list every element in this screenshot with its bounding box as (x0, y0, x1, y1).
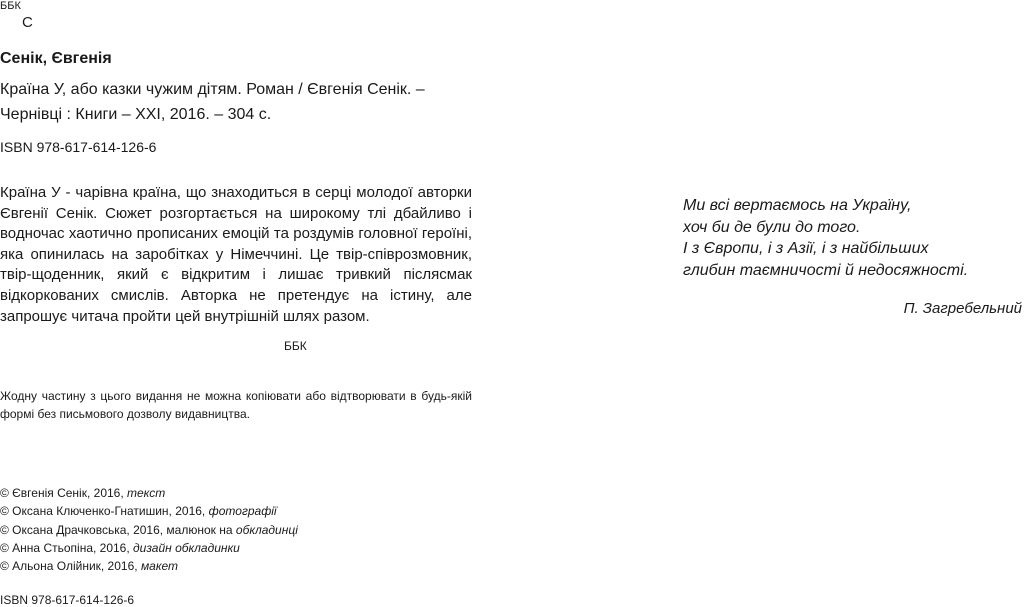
epigraph-line: І з Європи, і з Азії, і з найбільших (683, 240, 929, 257)
copyright-line (0, 484, 298, 502)
isbn-bottom: ISBN 978-617-614-126-6 (0, 593, 135, 607)
catalog-letter: С (22, 14, 33, 31)
epigraph (683, 195, 968, 281)
copyright-role: обкладинці (235, 522, 298, 537)
epigraph-line: хоч би де були до того. (683, 218, 861, 236)
book-annotation: Країна У - чарівна країна, що знаходиться в серці молодої авторки Євгенії Сенік. Сюжет розгортається на широкому тлі дбайливо і водночас хаотично прописаних емоцій та роздумів головної героїні, яка опинилась на заробітках у Німеччині. Це твір-співрозмовник, твір-щоденник, який є відкритим і лишає тривкий післясмак відкоркованих смислів. Авторка не претендує на істину, але запрошує читача пройти цей внутрішній шлях разом. (0, 184, 472, 325)
copyright-holder: © Оксана Драчковська, 2016, малюнок на (0, 522, 236, 537)
copyright-role: дизайн обкладинки (133, 540, 240, 555)
copyright-role: макет (140, 559, 179, 574)
isbn-record: ISBN 978-617-614-126-6 (0, 139, 157, 155)
copyright-holder: © Євгенія Сенік, 2016, (0, 486, 128, 500)
copyright-holder: © Оксана Ключенко-Гнатишин, 2016, (0, 504, 209, 519)
copyright-holder: © Альона Олійник, 2016, (0, 559, 141, 574)
bbk-code-middle: ББК (284, 339, 307, 353)
copyright-line (0, 521, 298, 539)
copyright-role: фотографії (208, 504, 277, 519)
copyright-line (0, 502, 298, 520)
copyright-line (0, 557, 298, 575)
epigraph-line: глибин таємничості й недосяжності. (683, 261, 969, 279)
rights-notice: Жодну частину з цього видання не можна копіювати або відтворювати в будь-якій формі без письмового дозволу видавництва. (0, 389, 472, 421)
copyright-list (0, 484, 298, 575)
author-name: Сенік, Євгенія (0, 50, 112, 67)
copyright-holder: © Анна Стьопіна, 2016, (0, 540, 134, 555)
epigraph-author: П. Загребельний (903, 300, 1022, 317)
copyright-role: текст (127, 486, 166, 500)
bbk-code-top: ББК (0, 0, 21, 12)
bibliographic-description: Країна У, або казки чужим дітям. Роман / Євгенія Сенік. – Чернівці : Книги – ХХІ, 2016. – 304 с. (0, 81, 425, 123)
copyright-line (0, 539, 298, 557)
epigraph-line: Ми всі вертаємось на Україну, (683, 197, 912, 214)
